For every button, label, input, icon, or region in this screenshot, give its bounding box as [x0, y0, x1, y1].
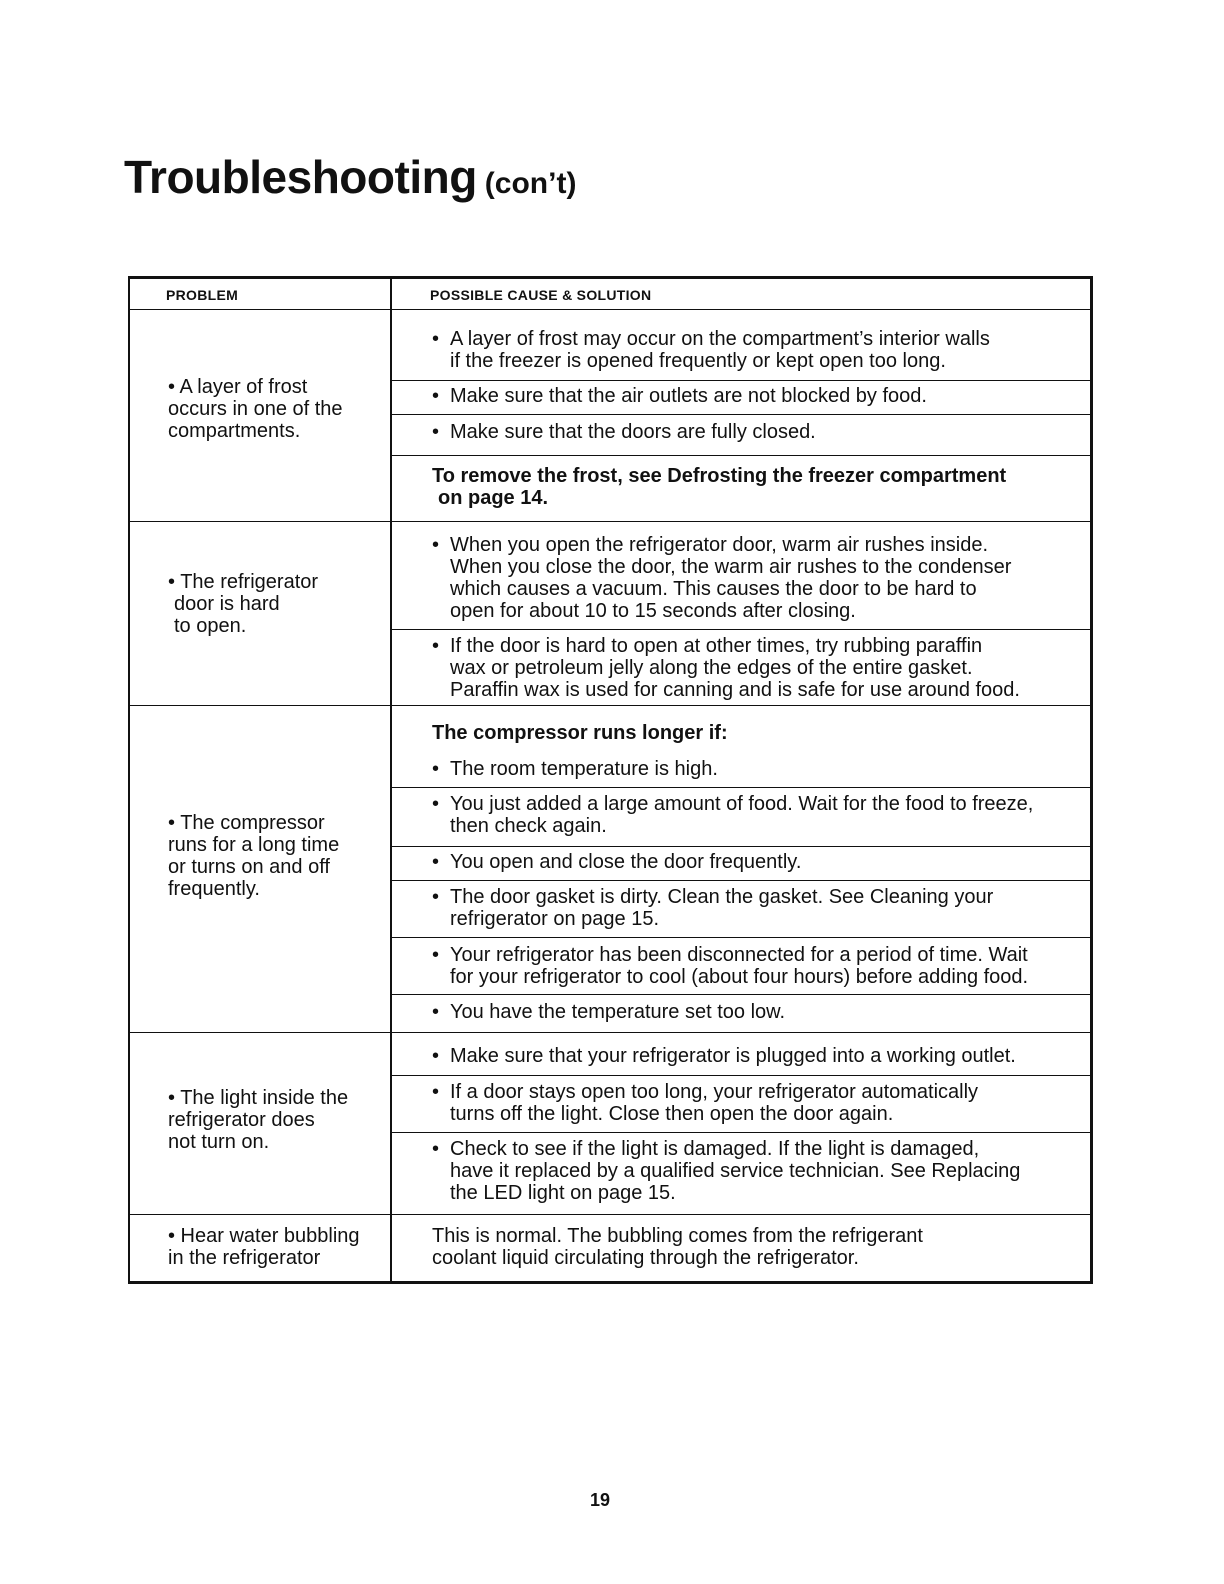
solution-line: if the freezer is opened frequently or kept open too long.	[450, 350, 946, 372]
problem-line: to open.	[174, 615, 247, 637]
problem-line: • The refrigerator	[168, 571, 319, 593]
solution-line: You just added a large amount of food. Wait for the food to freeze,	[450, 793, 1034, 815]
solution-divider	[392, 455, 1090, 456]
solution-item	[432, 851, 1100, 873]
problem-line: frequently.	[168, 878, 260, 900]
bullet-icon: •	[432, 793, 440, 815]
problem-compressor	[168, 812, 402, 900]
problem-line: occurs in one of the	[168, 398, 343, 420]
problem-line: not turn on.	[168, 1131, 270, 1153]
problem-line: runs for a long time	[168, 834, 340, 856]
solution-line: When you open the refrigerator door, warm air rushes inside.	[450, 534, 989, 556]
solution-line: then check again.	[450, 815, 607, 837]
row-divider	[130, 1032, 1090, 1033]
bullet-icon: •	[432, 385, 440, 407]
problem-line: in the refrigerator	[168, 1247, 321, 1269]
solution-line: Check to see if the light is damaged. If the light is damaged,	[450, 1138, 980, 1160]
solution-line: You open and close the door frequently.	[450, 851, 802, 873]
solution-divider	[392, 1132, 1090, 1133]
bullet-icon: •	[432, 1045, 440, 1067]
problem-line: • Hear water bubbling	[168, 1225, 360, 1247]
bullet-icon: •	[432, 534, 440, 556]
bullet-icon: •	[432, 1138, 440, 1160]
solution-note	[432, 465, 1082, 509]
solution-divider	[392, 629, 1090, 630]
solution-line: Your refrigerator has been disconnected for a period of time. Wait	[450, 944, 1028, 966]
solution-item	[432, 944, 1100, 988]
solution-divider	[392, 787, 1090, 788]
problem-light	[168, 1087, 402, 1153]
solution-line: When you close the door, the warm air rushes to the condenser	[450, 556, 1012, 578]
solution-line: The door gasket is dirty. Clean the gasket. See Cleaning your	[450, 886, 994, 908]
bullet-icon: •	[432, 851, 440, 873]
problem-line: door is hard	[174, 593, 280, 615]
solution-line: A layer of frost may occur on the compartment’s interior walls	[450, 328, 990, 350]
solution-line: The room temperature is high.	[450, 758, 718, 780]
solution-divider	[392, 937, 1090, 938]
solution-item	[432, 421, 1100, 443]
solution-line: coolant liquid circulating through the refrigerator.	[432, 1247, 859, 1269]
bullet-icon: •	[432, 758, 440, 780]
solution-line: If the door is hard to open at other times, try rubbing paraffin	[450, 635, 983, 657]
solution-line: Make sure that the air outlets are not blocked by food.	[450, 385, 927, 407]
bullet-icon: •	[432, 421, 440, 443]
solution-line: have it replaced by a qualified service technician. See Replacing	[450, 1160, 1021, 1182]
bullet-icon: •	[432, 1081, 440, 1103]
bullet-icon: •	[432, 1001, 440, 1023]
solution-line: If a door stays open too long, your refrigerator automatically	[450, 1081, 979, 1103]
solution-item	[432, 635, 1100, 701]
solution-divider	[392, 1075, 1090, 1076]
solution-divider	[392, 846, 1090, 847]
row-divider	[130, 1214, 1090, 1215]
solution-item	[432, 1225, 1082, 1269]
solution-line: the LED light on page 15.	[450, 1182, 676, 1204]
header-solution: POSSIBLE CAUSE & SOLUTION	[430, 287, 652, 303]
solution-line: refrigerator on page 15.	[450, 908, 660, 930]
solution-intro: The compressor runs longer if:	[432, 722, 728, 744]
problem-line: • The compressor	[168, 812, 325, 834]
solution-line: for your refrigerator to cool (about four hours) before adding food.	[450, 966, 1029, 988]
solution-divider	[392, 994, 1090, 995]
solution-item	[432, 1138, 1100, 1204]
solution-item	[432, 886, 1100, 930]
problem-line: • A layer of frost	[168, 376, 308, 398]
solution-item	[432, 1001, 1100, 1023]
solution-line: open for about 10 to 15 seconds after closing.	[450, 600, 856, 622]
title-suffix: (con’t)	[484, 167, 577, 200]
solution-item	[432, 534, 1100, 622]
problem-line: compartments.	[168, 420, 301, 442]
header-problem: PROBLEM	[166, 287, 239, 303]
solution-item	[432, 793, 1100, 837]
bullet-icon: •	[432, 328, 440, 350]
row-divider	[130, 521, 1090, 522]
bullet-icon: •	[432, 944, 440, 966]
solution-line: To remove the frost, see Defrosting the freezer compartment	[432, 465, 1007, 487]
solution-line: Make sure that the doors are fully closed.	[450, 421, 816, 443]
solution-line: This is normal. The bubbling comes from the refrigerant	[432, 1225, 923, 1247]
bullet-icon: •	[432, 635, 440, 657]
solution-line: on page 14.	[438, 487, 549, 509]
problem-frost	[168, 376, 402, 442]
solution-divider	[392, 380, 1090, 381]
solution-line: Paraffin wax is used for canning and is safe for use around food.	[450, 679, 1020, 701]
bullet-icon: •	[432, 886, 440, 908]
solution-line: Make sure that your refrigerator is plugged into a working outlet.	[450, 1045, 1016, 1067]
solution-line: which causes a vacuum. This causes the door to be hard to	[450, 578, 977, 600]
problem-water-bubbling	[168, 1225, 402, 1269]
solution-item	[432, 1081, 1100, 1125]
page-title	[124, 150, 576, 204]
solution-item	[432, 758, 1100, 780]
solution-divider	[392, 414, 1090, 415]
solution-item	[432, 385, 1100, 407]
page-number: 19	[589, 1490, 611, 1510]
solution-line: wax or petroleum jelly along the edges of the entire gasket.	[450, 657, 973, 679]
header-divider	[130, 309, 1090, 310]
problem-line: or turns on and off	[168, 856, 330, 878]
row-divider	[130, 705, 1090, 706]
solution-line: turns off the light. Close then open the door again.	[450, 1103, 894, 1125]
solution-divider	[392, 880, 1090, 881]
solution-item	[432, 1045, 1100, 1067]
title-text: Troubleshooting	[124, 151, 477, 203]
troubleshooting-table	[128, 276, 1093, 1284]
problem-line: refrigerator does	[168, 1109, 315, 1131]
problem-door-hard	[168, 571, 402, 637]
problem-line: • The light inside the	[168, 1087, 349, 1109]
solution-line: You have the temperature set too low.	[450, 1001, 786, 1023]
solution-item	[432, 328, 1100, 372]
